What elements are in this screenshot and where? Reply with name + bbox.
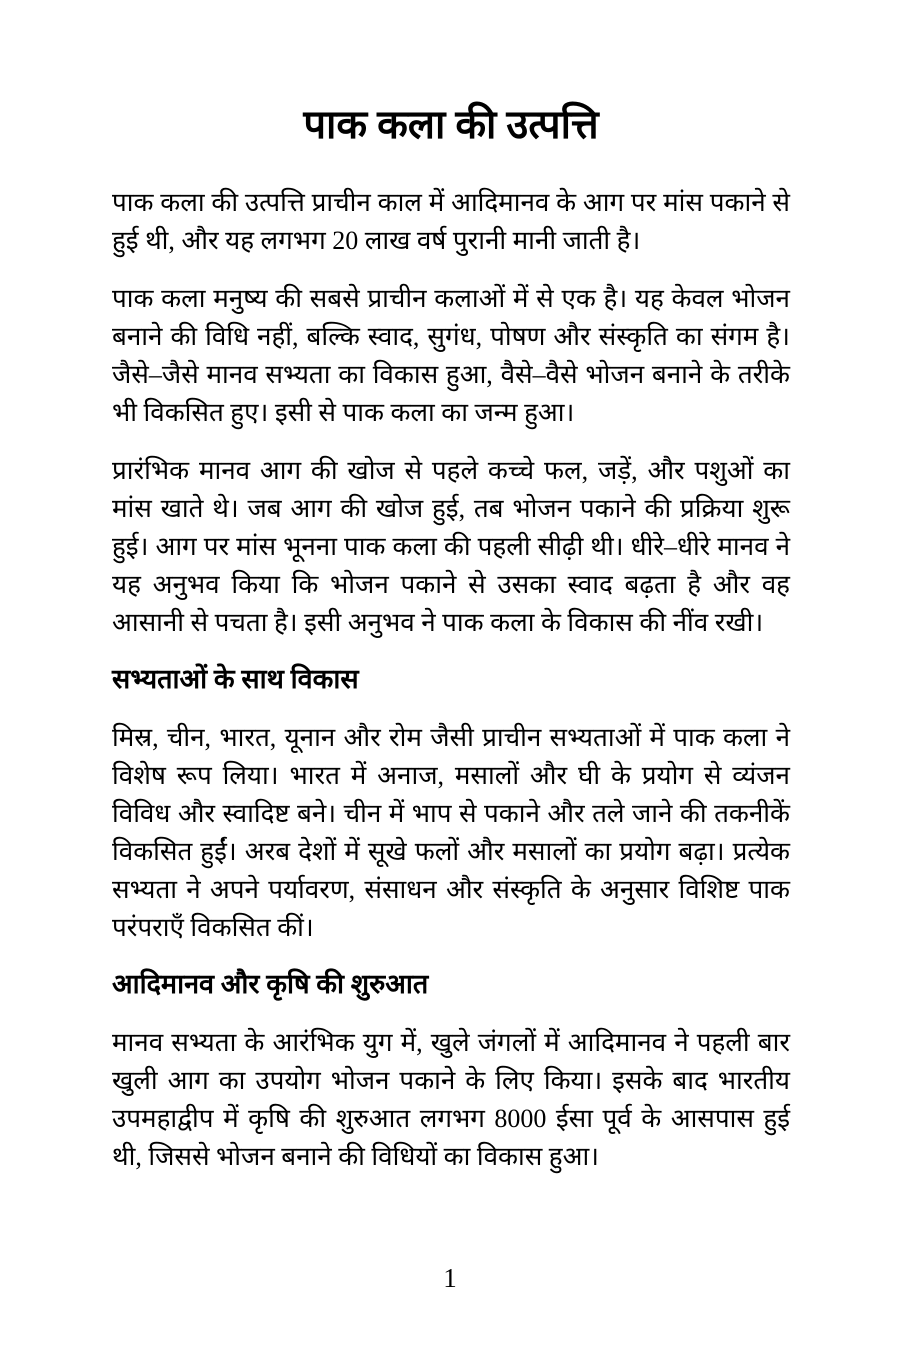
page-number: 1 bbox=[443, 1262, 457, 1293]
section-heading-civilizations: सभ्यताओं के साथ विकास bbox=[112, 664, 359, 694]
paragraph-agriculture: मानव सभ्यता के आरंभिक युग में, खुले जंगलों में आदिमानव ने पहली बार खुली आग का उपयोग भोजन पकाने के लिए किया। इसके बाद भारतीय उपमहाद्वीप में कृषि की शुरुआत लगभग 8000 ईसा पूर्व के आसपास हुई थी, जिससे भोजन बनाने की विधियों का विकास हुआ। bbox=[112, 1028, 790, 1172]
paragraph-civilizations: मिस्र, चीन, भारत, यूनान और रोम जैसी प्राचीन सभ्यताओं में पाक कला ने विशेष रूप लिया। भारत में अनाज, मसालों और घी के प्रयोग से व्यंजन विविध और स्वादिष्ट बने। चीन में भाप से पकाने और तले जाने की तकनीकें विकसित हुईं। अरब देशों में सूखे फलों और मसालों का प्रयोग बढ़ा। प्रत्येक सभ्यता ने अपने पर्यावरण, संसाधन और संस्कृति के अनुसार विशिष्ट पाक परंपराएँ विकसित कीं। bbox=[112, 723, 790, 943]
paragraph-early-humans: प्रारंभिक मानव आग की खोज से पहले कच्चे फल, जड़ें, और पशुओं का मांस खाते थे। जब आग की खोज हुई, तब भोजन पकाने की प्रक्रिया शुरू हुई। आग पर मांस भूनना पाक कला की पहली सीढ़ी थी। धीरे–धीरे मानव ने यह अनुभव किया कि भोजन पकाने से उसका स्वाद बढ़ता है और वह आसानी से पचता है। इसी अनुभव ने पाक कला के विकास की नींव रखी। bbox=[112, 456, 790, 637]
paragraph-oldest-art: पाक कला मनुष्य की सबसे प्राचीन कलाओं में से एक है। यह केवल भोजन बनाने की विधि नहीं, बल्कि स्वाद, सुगंध, पोषण और संस्कृति का संगम है। जैसे–जैसे मानव सभ्यता का विकास हुआ, वैसे–वैसे भोजन बनाने के तरीके भी विकसित हुए। इसी से पाक कला का जन्म हुआ। bbox=[112, 284, 790, 427]
section-heading-agriculture: आदिमानव और कृषि की शुरुआत bbox=[112, 969, 429, 1000]
paragraph-intro: पाक कला की उत्पत्ति प्राचीन काल में आदिमानव के आग पर मांस पकाने से हुई थी, और यह लगभग 20 लाख वर्ष पुरानी मानी जाती है। bbox=[112, 188, 790, 255]
document-title: पाक कला की उत्पत्ति bbox=[303, 102, 599, 147]
